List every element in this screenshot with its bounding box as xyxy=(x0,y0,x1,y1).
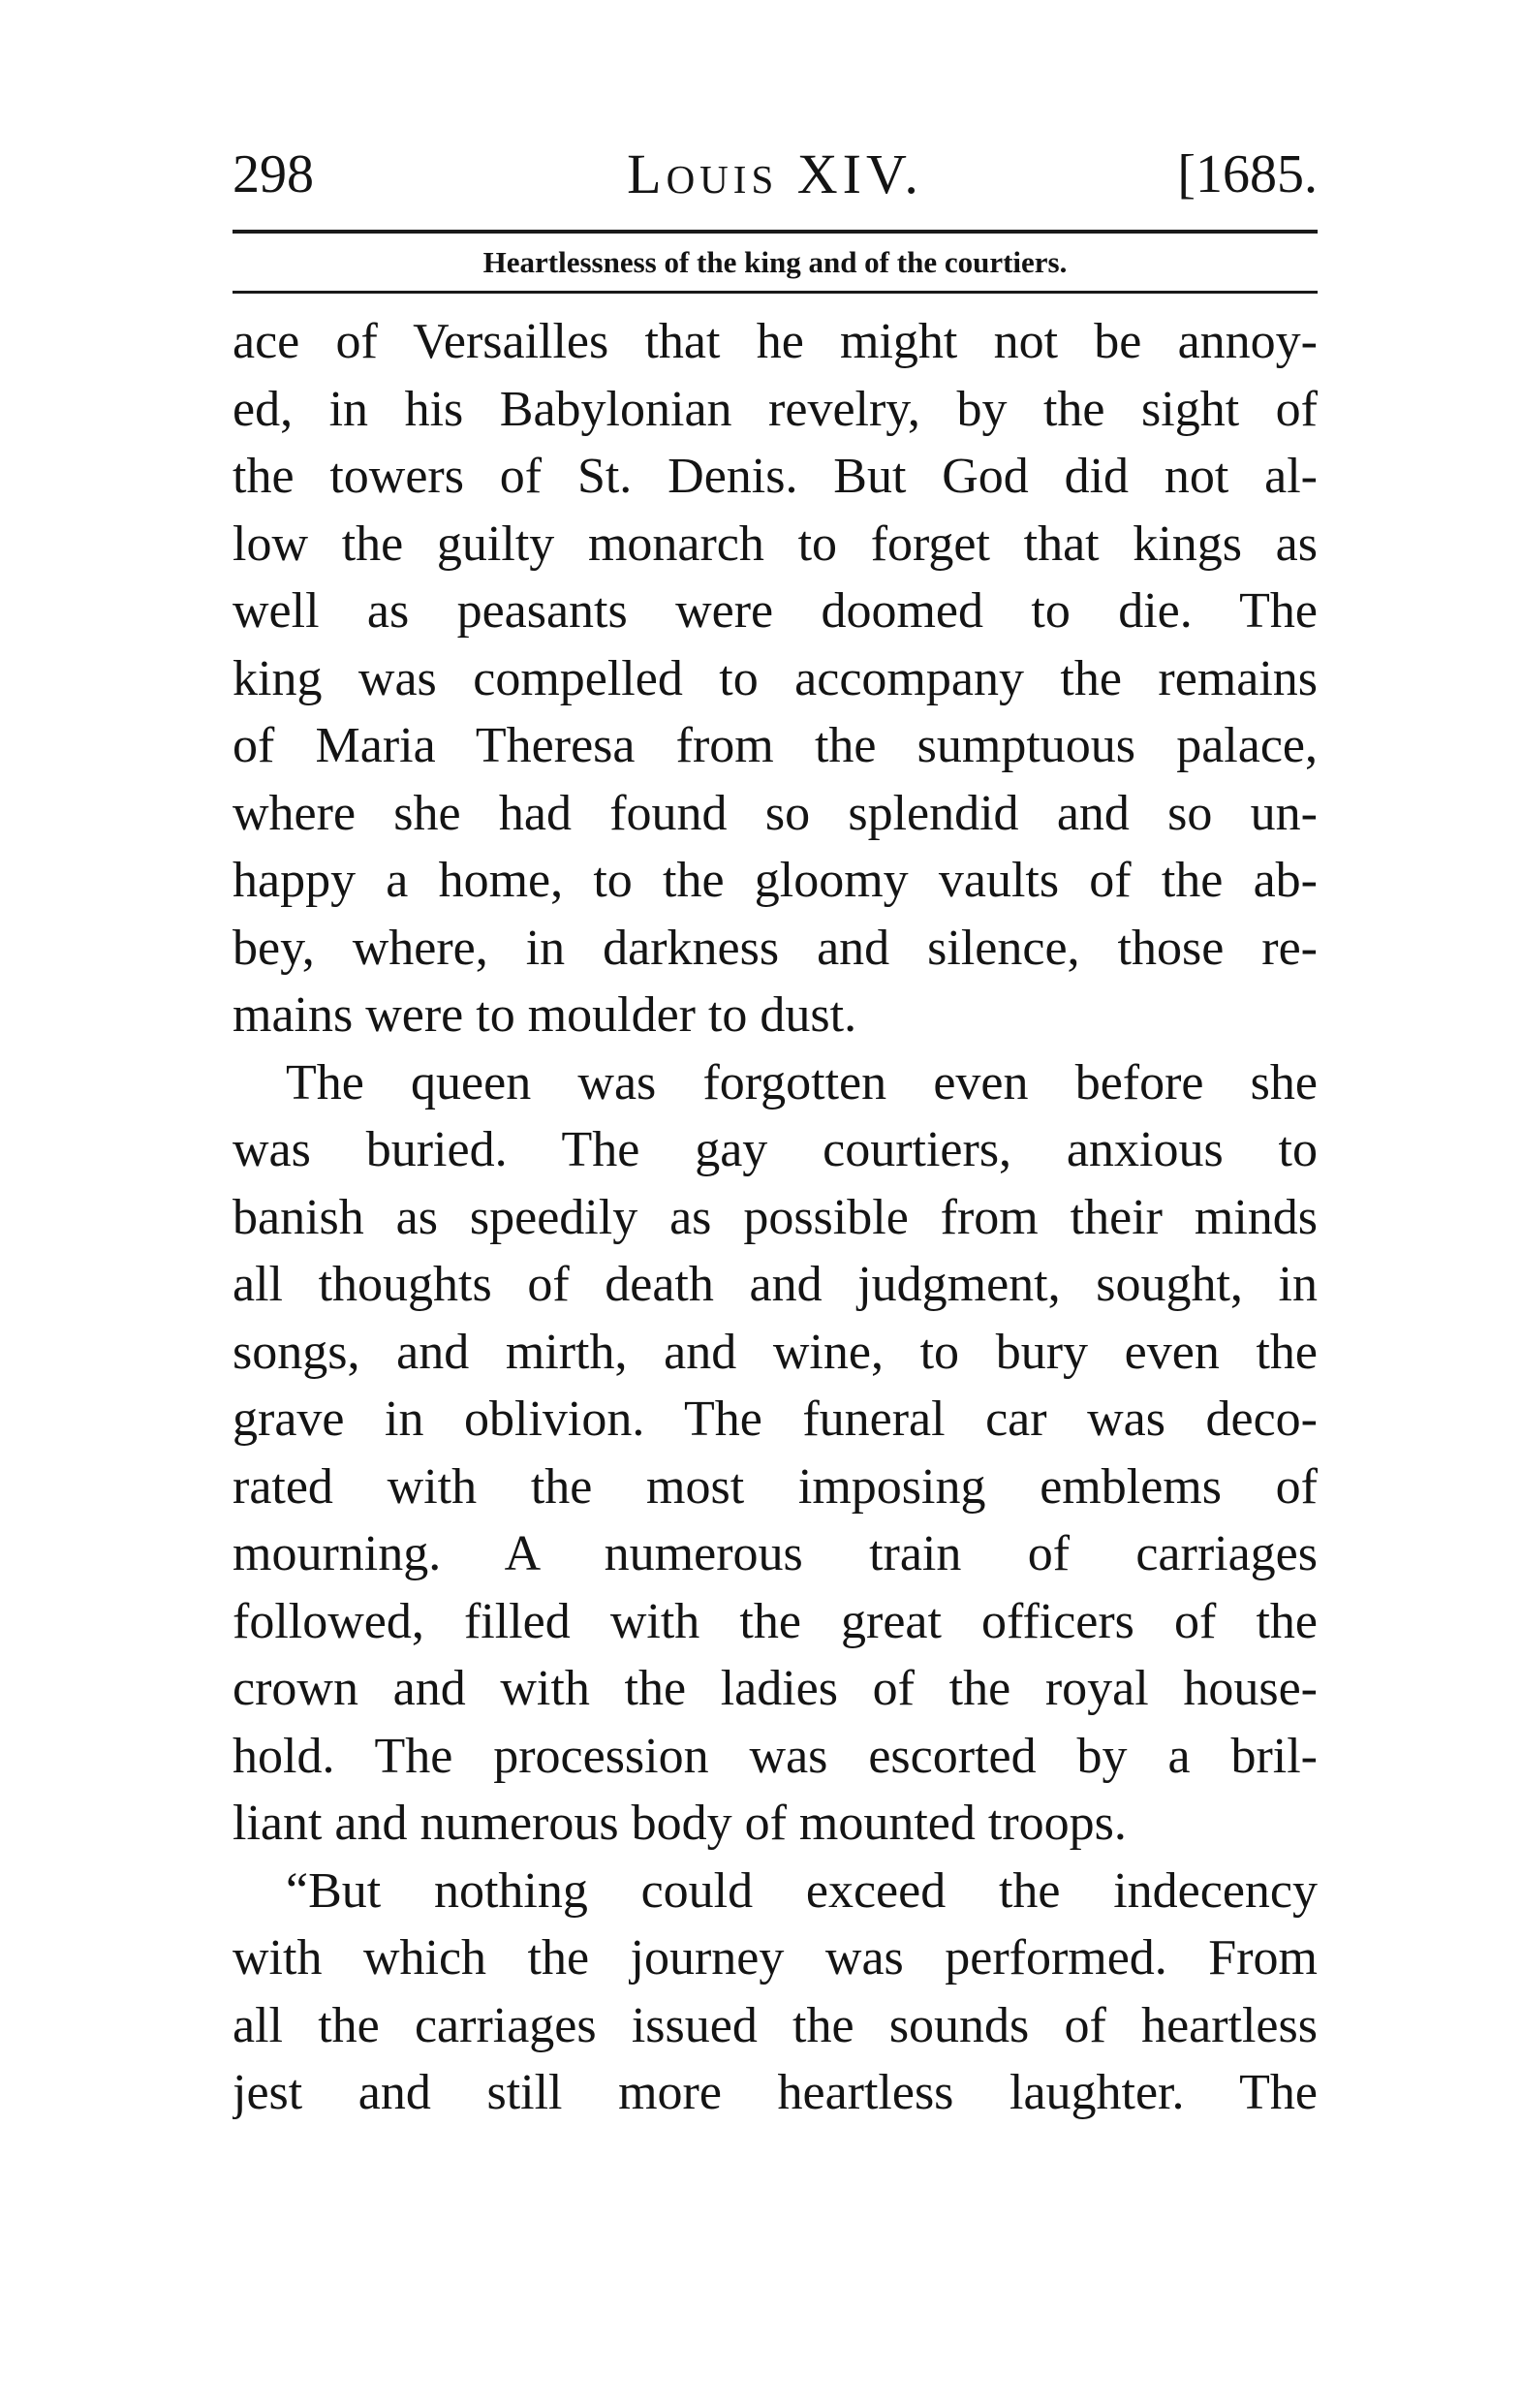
text-line: songs, and mirth, and wine, to bury even the xyxy=(233,1324,1318,1380)
body-text xyxy=(233,308,1318,2127)
header-rule-bottom xyxy=(233,291,1318,294)
header-rule-top xyxy=(233,230,1318,234)
text-line: all thoughts of death and judgment, sought, in xyxy=(233,1257,1318,1312)
paragraph-2 xyxy=(233,1049,1318,1858)
page-number: 298 xyxy=(233,144,314,204)
text-line: crown and with the ladies of the royal house- xyxy=(233,1661,1318,1716)
text-line: low the guilty monarch to forget that kings as xyxy=(233,516,1318,572)
text-line: all the carriages issued the sounds of heartless xyxy=(233,1997,1318,2053)
text-line: mains were to moulder to dust. xyxy=(233,987,857,1043)
text-line: ace of Versailles that he might not be annoy- xyxy=(233,314,1318,369)
text-line: well as peasants were doomed to die. The xyxy=(233,583,1318,639)
text-line: where she had found so splendid and so un- xyxy=(233,785,1318,841)
text-line: grave in oblivion. The funeral car was deco- xyxy=(233,1392,1318,1447)
text-line: mourning. A numerous train of carriages xyxy=(233,1526,1318,1581)
text-line: of Maria Theresa from the sumptuous palace, xyxy=(233,718,1318,773)
text-line: followed, filled with the great officers of the xyxy=(233,1593,1318,1649)
page-header xyxy=(233,136,1318,213)
text-line: was buried. The gay courtiers, anxious to xyxy=(233,1122,1318,1177)
text-line: rated with the most imposing emblems of xyxy=(233,1458,1318,1515)
text-line: liant and numerous body of mounted troops. xyxy=(233,1796,1127,1851)
text-line: bey, where, in darkness and silence, those re- xyxy=(233,920,1318,976)
running-year: [1685. xyxy=(1177,144,1318,204)
text-line: “But nothing could exceed the indecency xyxy=(286,1862,1318,1919)
text-line: the towers of St. Denis. But God did not al- xyxy=(233,449,1318,504)
text-line: happy a home, to the gloomy vaults of the ab- xyxy=(233,853,1318,908)
running-title: Louis XIV. xyxy=(627,142,923,205)
shoulder-note: Heartlessness of the king and of the courtiers. xyxy=(482,245,1068,279)
paragraph-1 xyxy=(233,308,1318,1049)
text-line: The queen was forgotten even before she xyxy=(286,1054,1318,1110)
text-line: hold. The procession was escorted by a bril- xyxy=(233,1728,1318,1784)
text-line: ed, in his Babylonian revelry, by the sight of xyxy=(233,381,1318,437)
text-line: king was compelled to accompany the remains xyxy=(233,650,1318,706)
text-line: with which the journey was performed. From xyxy=(233,1930,1318,1986)
text-line: jest and still more heartless laughter. The xyxy=(233,2065,1318,2120)
text-line: banish as speedily as possible from their minds xyxy=(233,1189,1318,1245)
paragraph-3 xyxy=(233,1858,1318,2127)
